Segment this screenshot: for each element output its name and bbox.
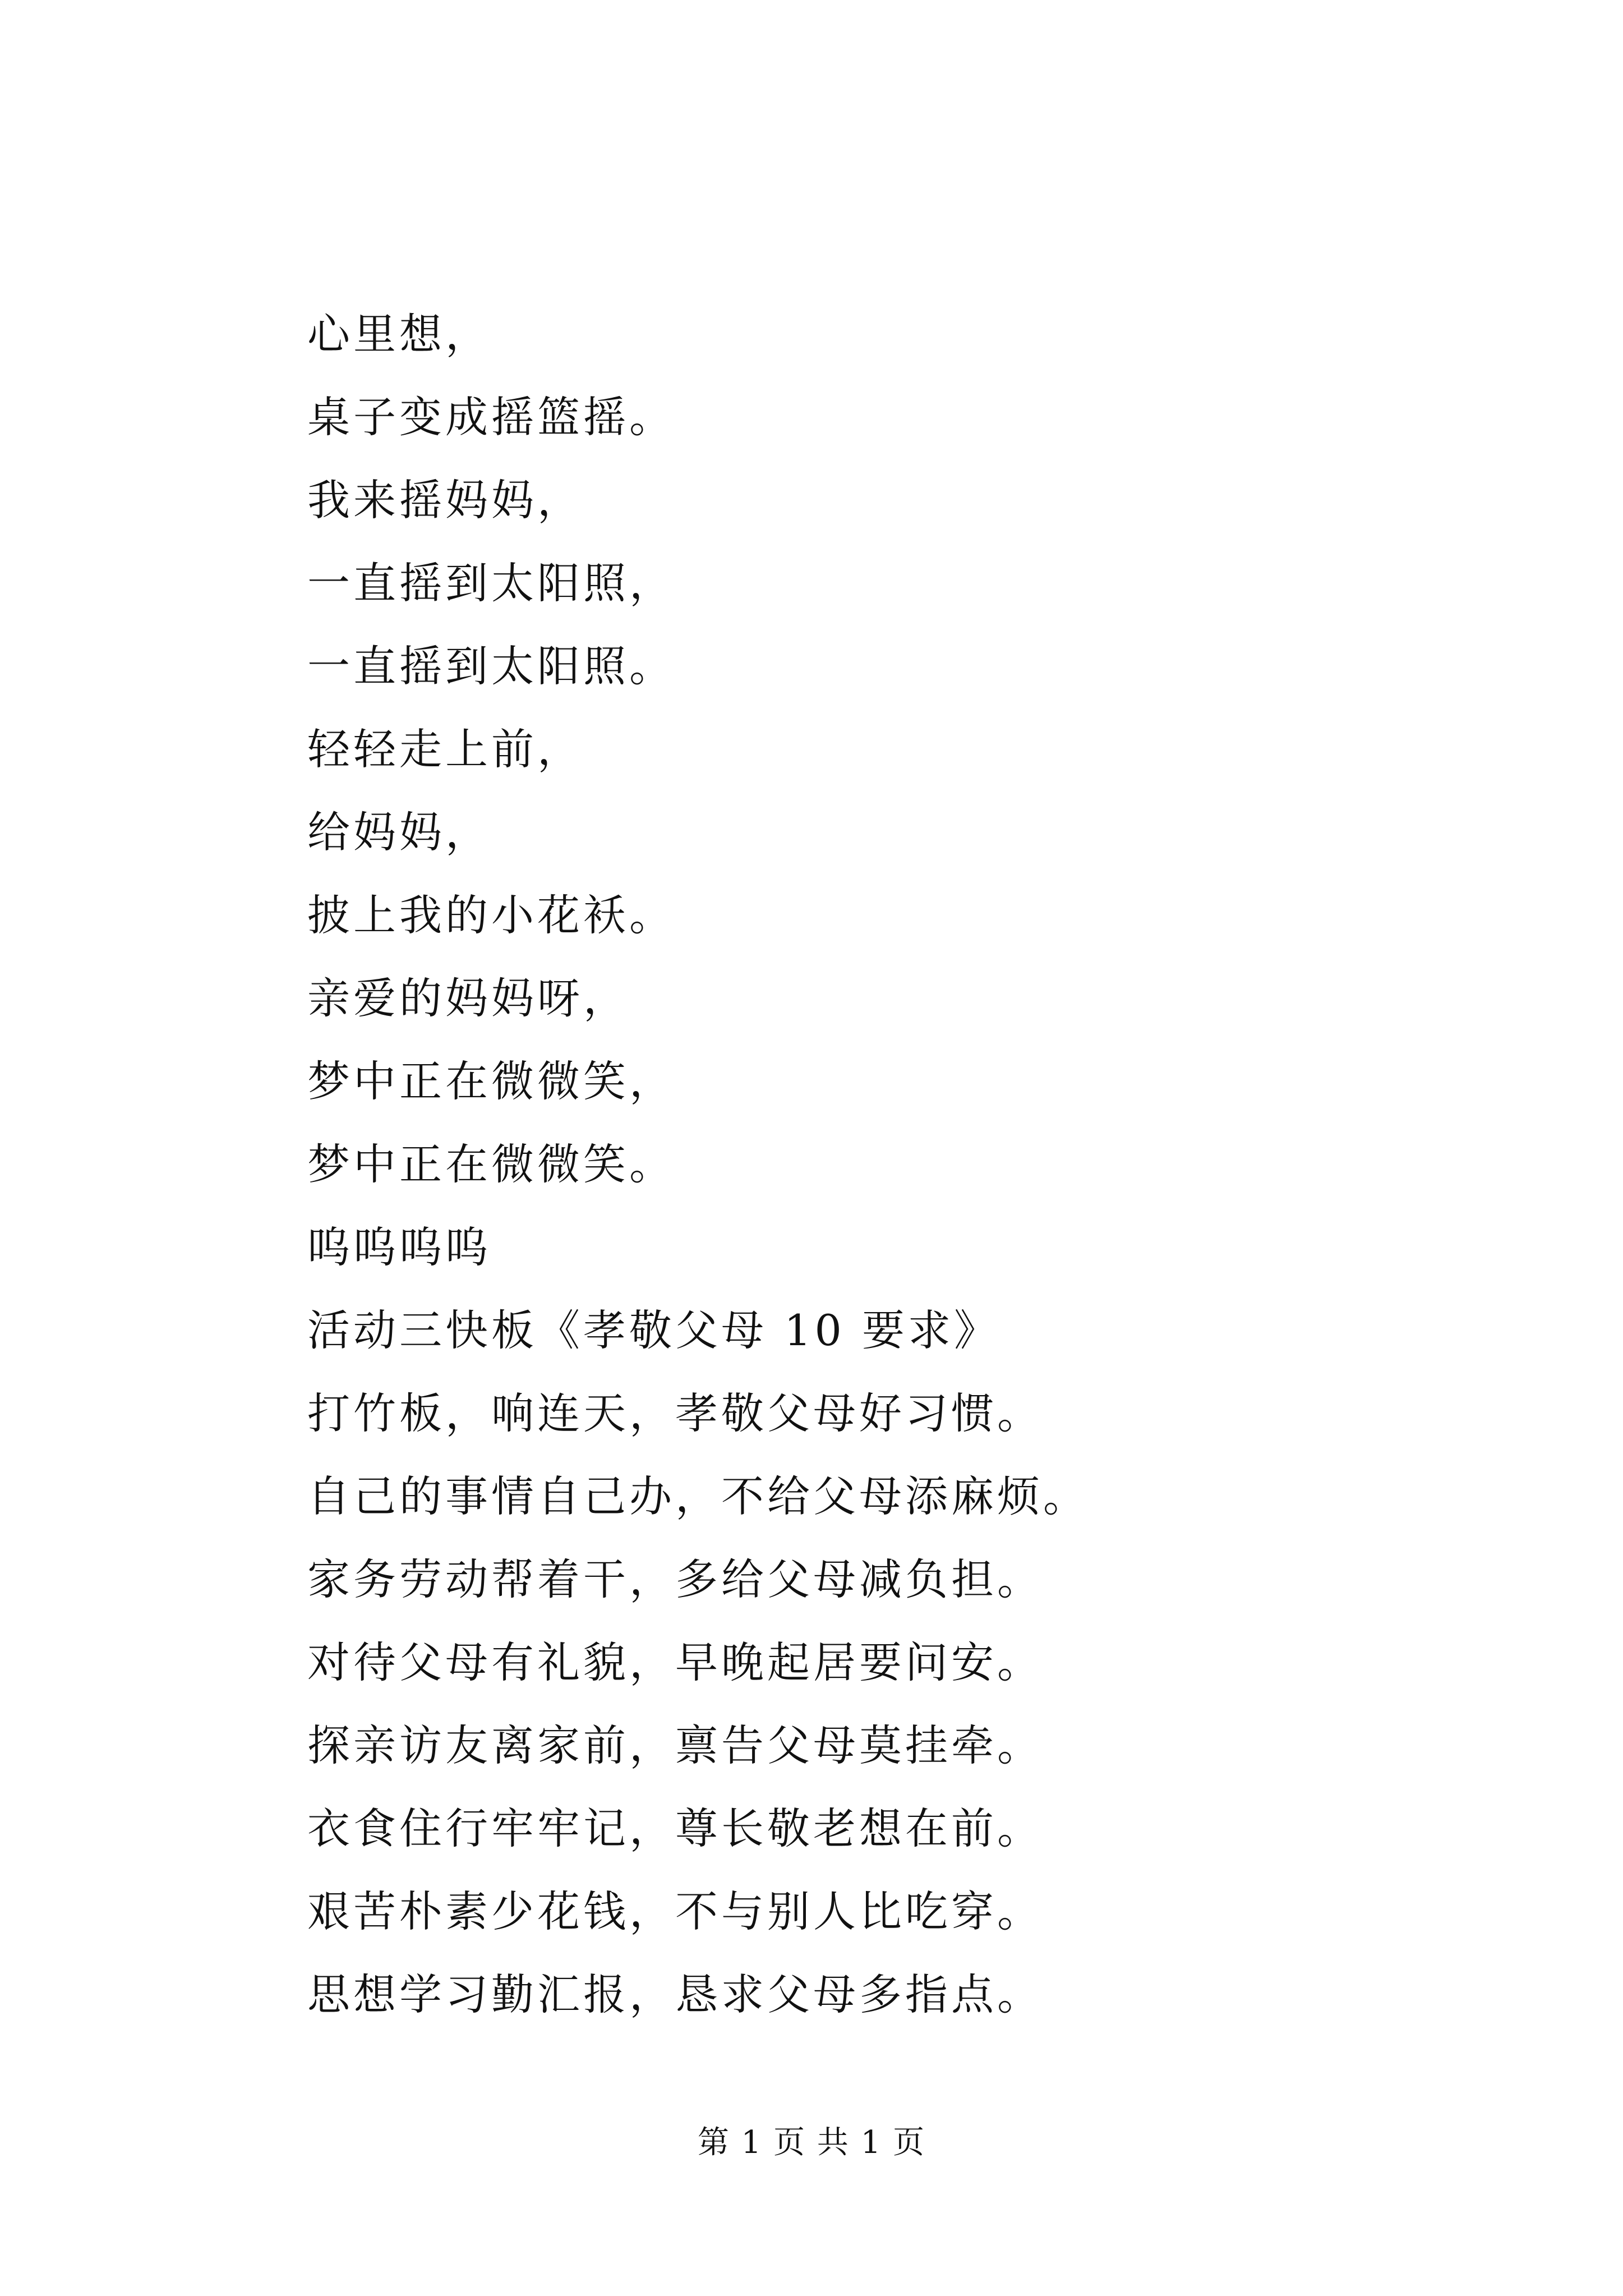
text-line: 家务劳动帮着干，多给父母减负担。	[307, 1554, 1043, 1604]
text-line: 梦中正在微微笑。	[307, 1139, 675, 1189]
page-footer: 第 1 页 共 1 页	[697, 2124, 926, 2161]
text-line: 一直摇到太阳照。	[307, 641, 675, 691]
section-heading: 活动三快板《孝敬父母 10 要求》	[307, 1305, 1000, 1355]
document-body	[307, 293, 1485, 2036]
text-line: 披上我的小花袄。	[307, 890, 675, 940]
text-line: 轻轻走上前，	[307, 724, 583, 774]
text-line: 自己的事情自己办，不给父母添麻烦。	[307, 1471, 1089, 1521]
text-line: 探亲访友离家前，禀告父母莫挂牵。	[307, 1720, 1043, 1770]
text-line: 心里想，	[307, 309, 491, 359]
text-line: 给妈妈，	[307, 807, 491, 857]
text-line: 梦中正在微微笑，	[307, 1056, 675, 1106]
text-line: 对待父母有礼貌，早晚起居要问安。	[307, 1637, 1043, 1687]
text-line: 衣食住行牢牢记，尊长敬老想在前。	[307, 1803, 1043, 1853]
text-line: 桌子变成摇篮摇。	[307, 392, 675, 442]
text-line: 艰苦朴素少花钱，不与别人比吃穿。	[307, 1887, 1043, 1936]
text-line: 亲爱的妈妈呀，	[307, 973, 629, 1023]
text-line: 一直摇到太阳照，	[307, 558, 675, 608]
text-line: 我来摇妈妈，	[307, 475, 583, 525]
text-line: 打竹板，响连天，孝敬父母好习惯。	[307, 1388, 1043, 1438]
text-line: 思想学习勤汇报，恳求父母多指点。	[307, 1970, 1043, 2019]
text-line: 呜呜呜呜	[307, 1222, 491, 1272]
